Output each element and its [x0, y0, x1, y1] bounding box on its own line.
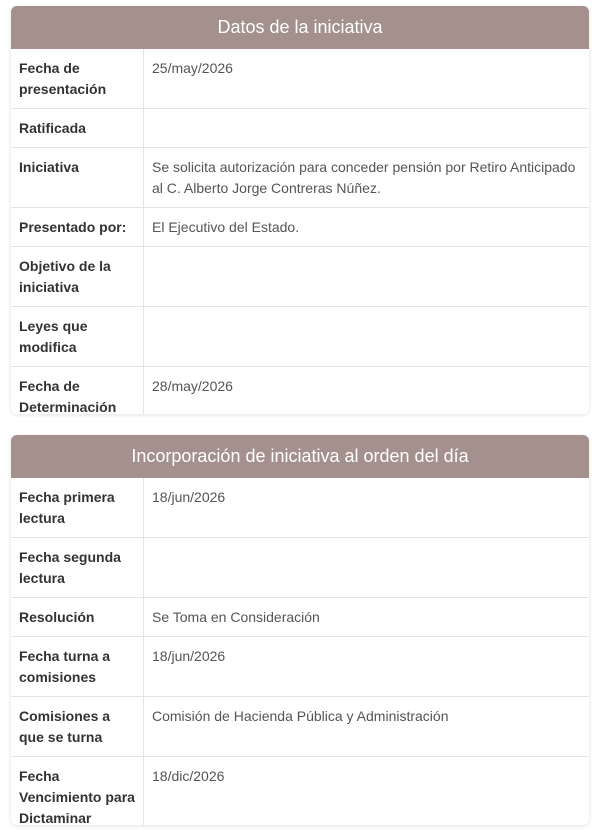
table-row — [11, 247, 589, 307]
row-value: 28/may/2026 — [144, 367, 590, 415]
row-label: Resolución — [11, 598, 144, 637]
row-value: Comisión de Hacienda Pública y Administración — [144, 697, 590, 757]
datos-iniciativa-panel — [11, 6, 589, 414]
row-value: 18/jun/2026 — [144, 637, 590, 697]
row-value: 25/may/2026 — [152, 60, 233, 76]
table-row — [11, 697, 589, 757]
row-label: Ratificada — [11, 109, 144, 148]
row-value — [144, 109, 590, 148]
table-row — [11, 148, 589, 208]
row-value — [144, 538, 590, 598]
table-row — [11, 637, 589, 697]
table-row — [11, 307, 589, 367]
panel-title: Incorporación de iniciativa al orden del día — [11, 435, 589, 478]
row-label: Fecha de Determinación — [11, 367, 144, 415]
row-value — [144, 247, 590, 307]
row-label: Fecha segunda lectura — [11, 538, 144, 598]
table-row — [11, 757, 589, 826]
row-label: Comisiones a que se turna — [11, 697, 144, 757]
row-label: Objetivo de la iniciativa — [11, 247, 144, 307]
row-value: El Ejecutivo del Estado. — [144, 208, 590, 247]
row-value: 18/dic/2026 — [144, 757, 590, 826]
orden-del-dia-panel — [11, 435, 589, 825]
orden-del-dia-table — [11, 478, 589, 825]
panel-title: Datos de la iniciativa — [11, 6, 589, 49]
table-row — [11, 598, 589, 637]
table-row — [11, 367, 589, 415]
row-label: Fecha primera lectura — [11, 478, 144, 538]
row-label: Fecha de presentación — [11, 49, 144, 109]
table-row — [11, 109, 589, 148]
row-label: Leyes que modifica — [11, 307, 144, 367]
table-row — [11, 208, 589, 247]
row-label: Fecha turna a comisiones — [11, 637, 144, 697]
row-label: Iniciativa — [11, 148, 144, 208]
row-value: Se solicita autorización para conceder pensión por Retiro Anticipado al C. Alberto Jorge Contreras Núñez. — [144, 148, 590, 208]
row-value — [144, 307, 590, 367]
table-row — [11, 478, 589, 538]
datos-iniciativa-table — [11, 49, 589, 414]
table-row — [11, 49, 589, 109]
row-value: Se Toma en Consideración — [144, 598, 590, 637]
row-label: Presentado por: — [11, 208, 144, 247]
row-label: Fecha Vencimiento para Dictaminar — [11, 757, 144, 826]
table-row — [11, 538, 589, 598]
row-value: 18/jun/2026 — [152, 489, 226, 505]
